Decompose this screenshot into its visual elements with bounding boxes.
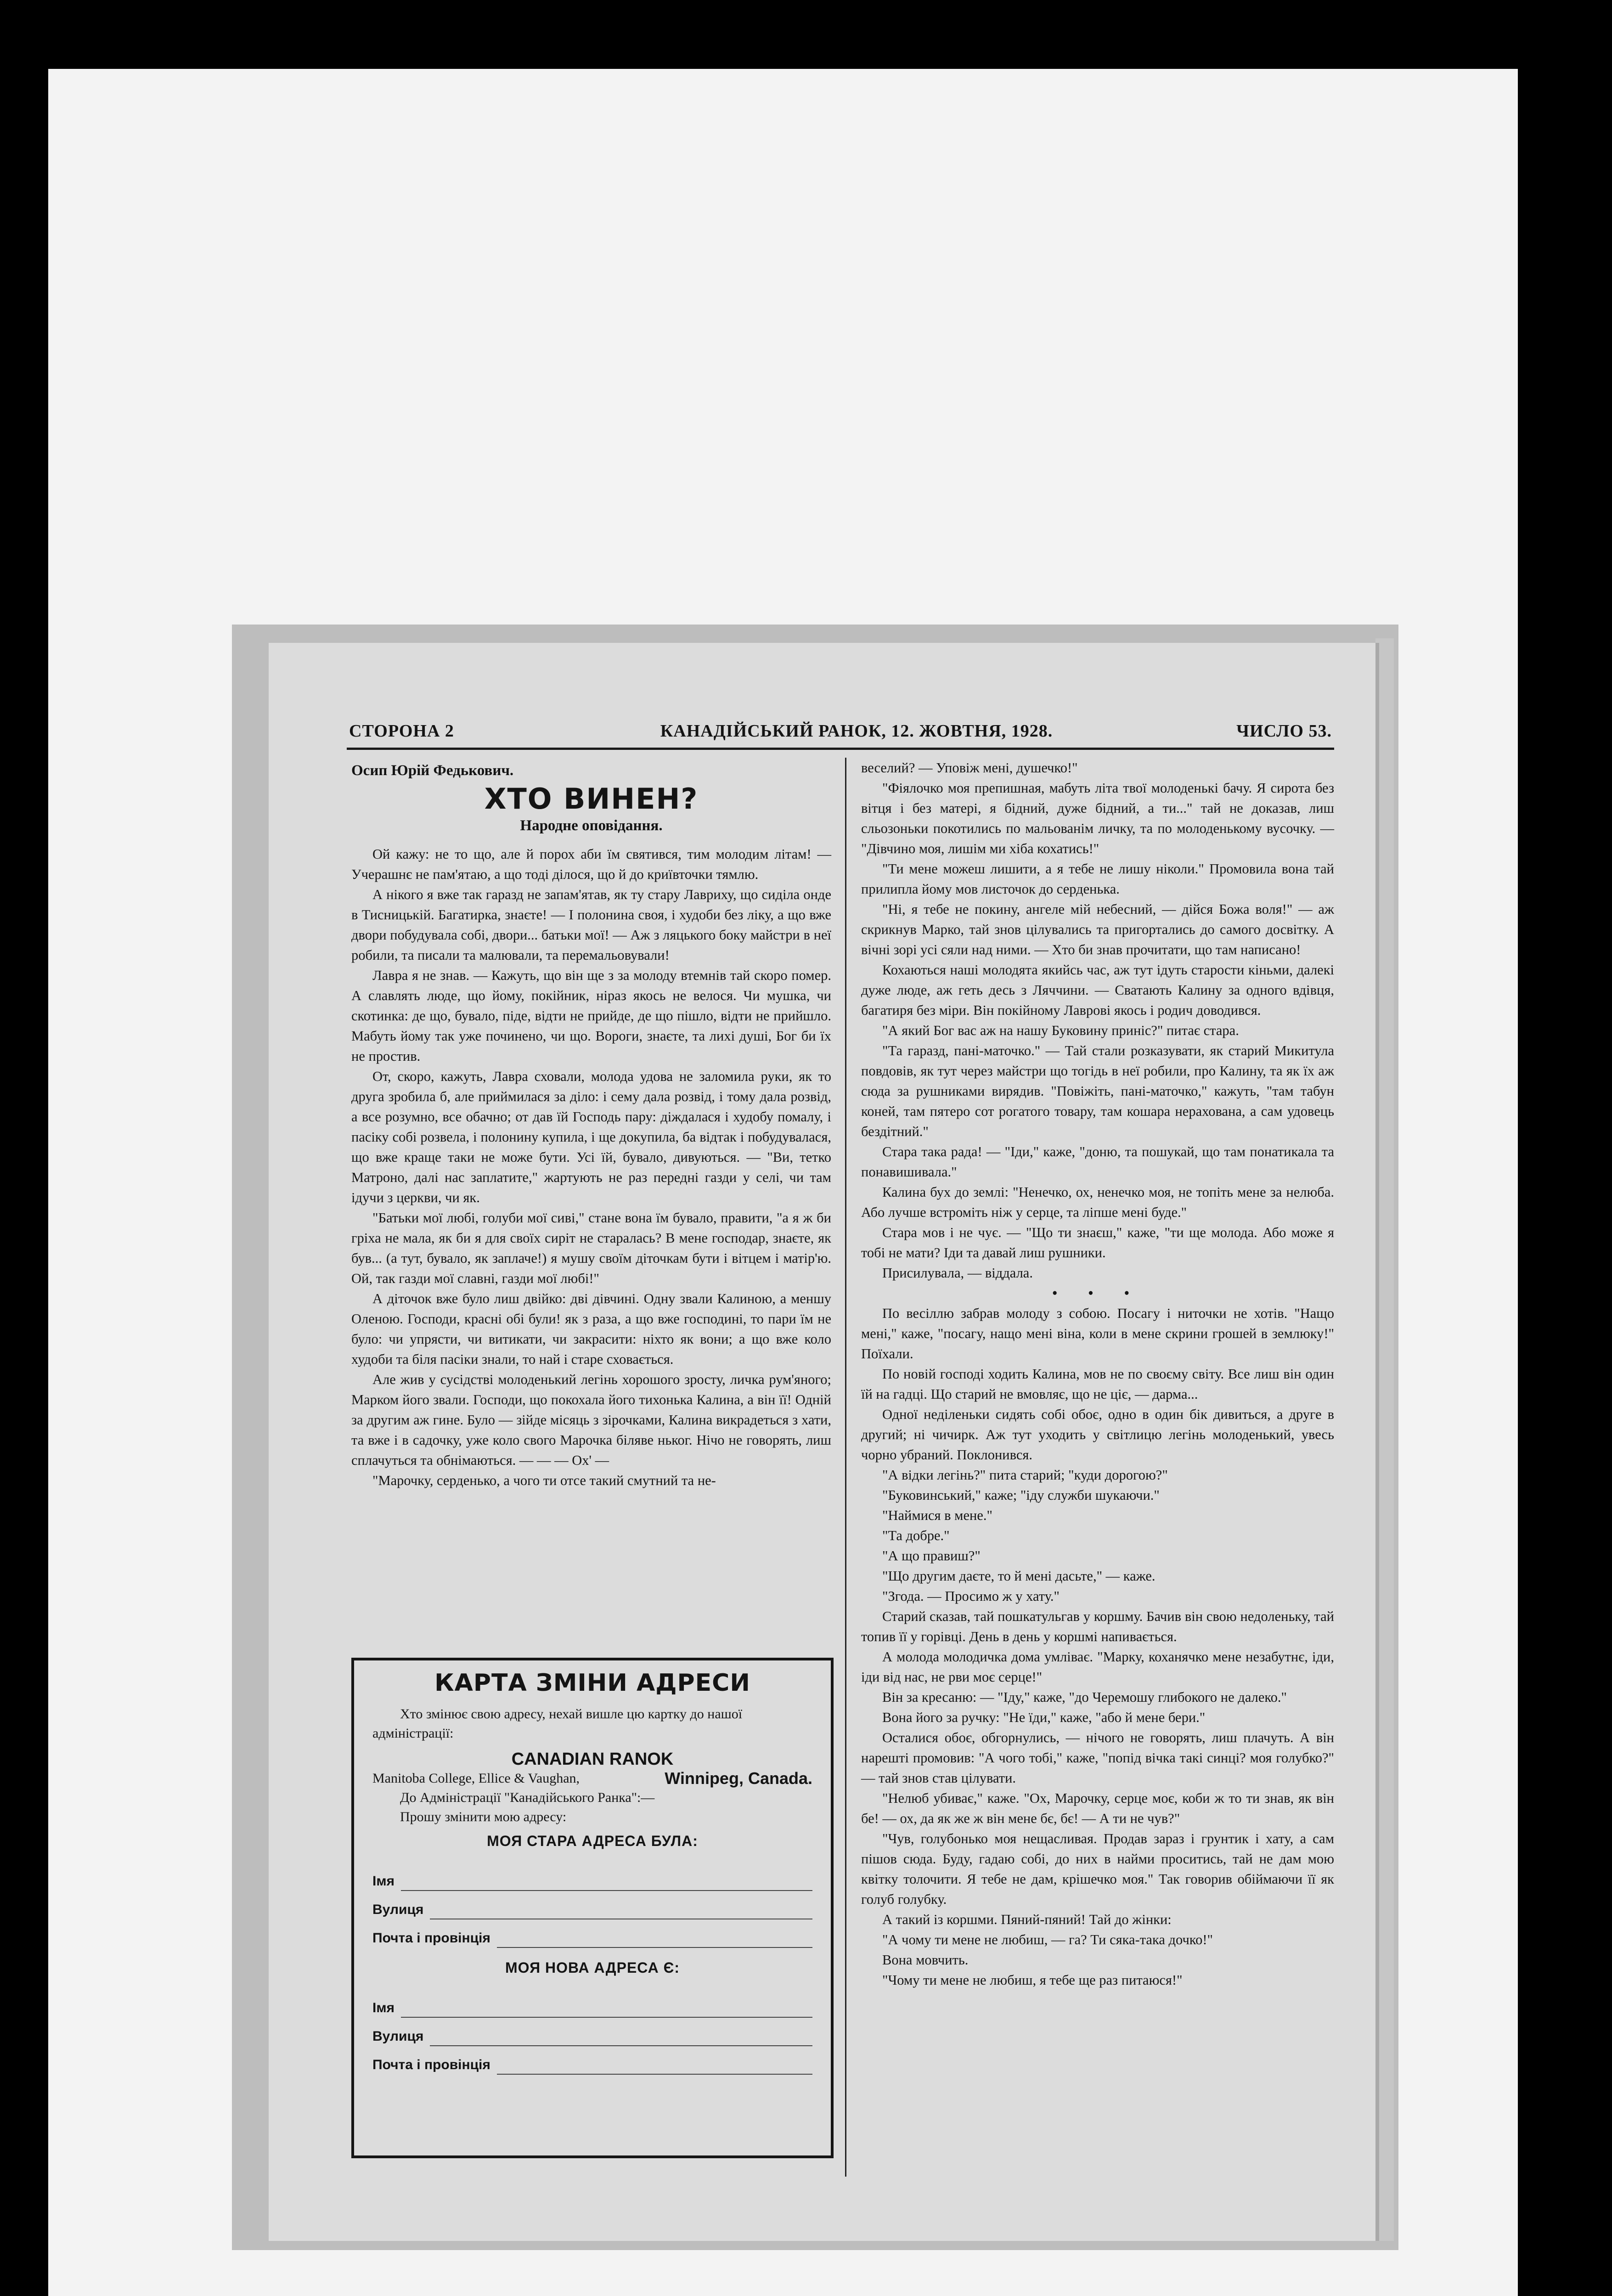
right-paragraph: А такий із коршми. Пяний-пяний! Тай до жінки: xyxy=(882,1912,1172,1927)
page-number: СТОРОНА 2 xyxy=(349,721,454,741)
new-address-heading: МОЯ НОВА АДРЕСА Є: xyxy=(505,1959,680,1976)
right-paragraph: "Наймися в мене." xyxy=(882,1508,992,1523)
old-street-label: Вулиця xyxy=(372,1902,424,1917)
new-street-field[interactable] xyxy=(372,2018,812,2046)
left-paragraph: "Батьки мої любі, голуби мої сиві," стане вона їм бувало, правити, "а я ж би гріха не мала, як би я для своїх сиріт не старалась? В мене господар, знаєте, як був... (а тут, бувало, як заплаче!) я мушу своїм діточкам бути і вітцем і матір'ю. Ой, так газди мої славні, газди мої любі!" xyxy=(351,1210,831,1286)
new-name-label: Імя xyxy=(372,2000,395,2015)
card-intro: Хто змінює свою адресу, нехай вишле цю картку до нашої адміністрації: xyxy=(372,1706,743,1741)
issue-number: ЧИСЛО 53. xyxy=(1236,721,1332,741)
old-street-field[interactable] xyxy=(372,1891,812,1919)
left-column-text xyxy=(351,844,831,1491)
right-paragraph: "А що правиш?" xyxy=(882,1548,981,1564)
masthead: КАНАДІЙСЬКИЙ РАНОК, 12. ЖОВТНЯ, 1928. xyxy=(660,721,1053,741)
right-paragraph: "Що другим даєте, то й мені дасьте," — каже. xyxy=(882,1568,1155,1584)
right-paragraph: "Згода. — Просимо ж у хату." xyxy=(882,1588,1060,1604)
right-column-text xyxy=(861,758,1334,1990)
right-paragraph: Вона його за ручку: "Не їди," каже, "або й мене бери." xyxy=(882,1710,1206,1725)
new-name-line[interactable] xyxy=(401,2003,812,2018)
right-paragraph: "А відки легінь?" пита старий; "куди дорогою?" xyxy=(882,1467,1168,1483)
card-address-row xyxy=(372,1769,812,1788)
right-paragraph: "Ні, я тебе не покину, ангеле мій небесний, — дійся Божа воля!" — аж скрикнув Марко, тай знов цілувались та пригортались до самого досвітку. А вічні зорі усі сяли над ними. — Хто би знав прочитати, що там написано! xyxy=(861,901,1334,957)
right-paragraph: Стара така рада! — "Іди," каже, "доню, та пошукай, що там понатикала та понавишивала." xyxy=(861,1144,1334,1180)
old-street-line[interactable] xyxy=(430,1905,812,1919)
new-street-label: Вулиця xyxy=(372,2029,424,2044)
old-address-heading: МОЯ СТАРА АДРЕСА БУЛА: xyxy=(487,1833,698,1849)
story-title: ХТО ВИНЕН? xyxy=(484,782,699,816)
new-street-line[interactable] xyxy=(430,2032,812,2046)
page-edge xyxy=(1375,638,1394,2241)
right-paragraph: Вона мовчить. xyxy=(882,1952,969,1968)
card-city: Winnipeg, Canada. xyxy=(665,1769,812,1788)
right-paragraph: "Та добре." xyxy=(882,1528,950,1543)
right-paragraph: Калина бух до землі: "Ненечко, ох, ненечко моя, не топіть мене за нелюба. Або лучше встроміть ніж у серце, та ліпше мені буде." xyxy=(861,1184,1334,1220)
card-title: КАРТА ЗМІНИ АДРЕСИ xyxy=(434,1669,750,1697)
card-company: CANADIAN RANOK xyxy=(511,1750,674,1769)
new-name-field[interactable] xyxy=(372,1989,812,2018)
old-post-label: Почта і провінція xyxy=(372,1930,490,1946)
old-post-field[interactable] xyxy=(372,1919,812,1948)
right-paragraph: Присилувала, — віддала. xyxy=(882,1265,1033,1281)
right-paragraph: По новій господі ходить Калина, мов не по своєму світу. Все лиш він один їй на гадці. Що старий не вмовляє, що не ціє, — дарма... xyxy=(861,1366,1334,1402)
old-post-line[interactable] xyxy=(497,1933,812,1948)
card-street: Manitoba College, Ellice & Vaughan, xyxy=(372,1771,580,1786)
right-paragraph: По весіллю забрав молоду з собою. Посагу і ниточки не хотів. "Нащо мені," каже, "посагу, нащо мені віна, коли в мене скрини грошей в землюку!" Поїхали. xyxy=(861,1306,1334,1362)
right-paragraph: А молода молодичка дома умліває. "Марку, коханячко мене незабутнє, іди, іди від нас, не рви моє серце!" xyxy=(861,1649,1334,1685)
newspaper-page xyxy=(269,643,1375,2241)
left-paragraph: Лавра я не знав. — Кажуть, що він ще з за молоду втемнів тай скоро помер. А славлять люде, що йому, покійник, ніраз якось не велося. Чи мушка, чи скотинка: де що, бувало, піде, відти не прийде, де що пішло, відти не прийшло. Мабуть йому так уже починено, чи що. Вороги, знаєте, та лихі душі, Бог би їх не простив. xyxy=(351,968,831,1064)
right-paragraph: Одної неділеньки сидять собі обоє, одно в один бік дивиться, а друге в другий; ні чичирк. Аж тут уходить у світлицю легінь молоденький, увесь чорно убраний. Поклонився. xyxy=(861,1407,1334,1463)
card-to-admin: До Адміністрації "Канадійського Ранка":— xyxy=(400,1790,655,1805)
column-rule xyxy=(845,758,846,2177)
new-post-field[interactable] xyxy=(372,2046,812,2075)
right-paragraph: "Буковинський," каже; "іду служби шукаючи." xyxy=(882,1487,1160,1503)
right-paragraph: "А чому ти мене не любиш, — га? Ти сяка-така дочко!" xyxy=(882,1932,1213,1947)
right-paragraph: "Чув, голубонько моя нещасливая. Продав зараз і грунтик і хату, а сам пішов сюда. Буду, гадаю собі, до них в найми проситись, тай не дам мою квітку толочити. Я тебе не дам, крішечко моя." Так говорив обіймаючи її як голуб голубку. xyxy=(861,1831,1334,1907)
right-paragraph: "Та гаразд, пані-маточко." — Тай стали розказувати, як старий Микитула повдовів, як тут через майстри що тогідь в неї робили, про Калину, та як їх аж сюда за рушниками вирядив. "Повіжіть, пані-маточко," кажуть, "там табун коней, там пятеро сот рогатого товару, там кошара нерахована, а сам удовець бездітний." xyxy=(861,1043,1334,1139)
address-change-card xyxy=(351,1658,834,2158)
new-post-line[interactable] xyxy=(497,2060,812,2075)
left-paragraph: От, скоро, кажуть, Лавра сховали, молода удова не заломила руки, як то друга зробила б, але приймилася за діло: і сему дала розвід, і тому дала розвід, а все розумно, все обачно; от дав їй Господь пару: діждалася і худобу помалу, і пасіку собі розвела, і полонину купила, і ще докупила, ба відтак і побудувалася, що вже краще таки не може бути. Усі їй, бувало, дивуються. — "Ви, тетко Матроно, далі нас заплатите," жартують не раз передні газди у селі, чи там ідучи з церкви, чи як. xyxy=(351,1069,831,1205)
header-rule xyxy=(347,748,1334,750)
left-paragraph: Ой кажу: не то що, але й порох аби їм святився, тим молодим літам! — Учерашнє не пам'ятаю, а що тоді ділося, що й до криївточки тямлю. xyxy=(351,846,831,882)
old-name-label: Імя xyxy=(372,1874,395,1889)
right-paragraph: Осталися обоє, обгорнулись, — нічого не говорять, лиш плачуть. А він нарешті промовив: "А чого тобі," каже, "попід вічка такі синці? моя голубко?" — тай знов став цілувати. xyxy=(861,1730,1334,1786)
right-paragraph: Старий сказав, тай пошкатульгав у коршму. Бачив він свою недоленьку, тай топив її у горівці. День в день у коршмі напивається. xyxy=(861,1609,1334,1644)
right-paragraph: "Нелюб убиває," каже. "Ох, Марочку, серце моє, коби ж то ти знав, як він бе! — ох, да як же ж він мене бє, бє! — А ти не чув?" xyxy=(861,1790,1334,1826)
old-name-field[interactable] xyxy=(372,1863,812,1891)
left-paragraph: Але жив у сусідстві молоденький легінь хорошого зросту, личка рум'яного; Марком його звали. Господи, що покохала його тихонька Калина, а він її! Одній за другим аж гине. Було — зійде місяць з зірочками, Калина викрадеться з хати, та вже і в садочку, уже коло свого Марочка біляве ньког. Нічо не говорять, лиш сплачуться та обнімаються. — — — Ох' — xyxy=(351,1372,831,1468)
left-column xyxy=(351,758,831,1491)
right-column xyxy=(861,758,1334,1990)
right-paragraph: веселий? — Уповіж мені, душечко!" xyxy=(861,760,1078,776)
card-request: Прошу змінити мою адресу: xyxy=(400,1809,567,1824)
story-author: Осип Юрій Федькович. xyxy=(351,762,514,779)
left-paragraph: А нікого я вже так гаразд не запам'ятав, як ту стару Лавриху, що сиділа онде в Тисницькій. Багатирка, знаєте! — І полонина своя, і худоби без ліку, а що вже двори побудувала собі, двори... батьки мої! — Аж з ляцького боку майстри в неї робили, та писали та малювали, та перемальовували! xyxy=(351,887,831,963)
new-post-label: Почта і провінція xyxy=(372,2057,490,2072)
left-paragraph: А діточок вже було лиш двійко: дві дівчині. Одну звали Калиною, а меншу Оленою. Господи, красні обі були! як з раза, а що вже господині, то пари їм не було: чи упрясти, чи витикати, чи закрасити: ніхто як вони; а що вже коло худоби та біля пасіки знали, то най і старе сховається. xyxy=(351,1291,831,1367)
right-paragraph: Стара мов і не чує. — "Що ти знаєш," каже, "ти ще молода. Або може я тобі не мати? Іди та давай лиш рушники. xyxy=(861,1225,1334,1261)
section-separator: • • • xyxy=(1052,1285,1143,1301)
story-subtitle: Народне оповідання. xyxy=(520,817,663,834)
right-paragraph: "Фіялочко моя препишная, мабуть літа твої молоденькі бачу. Я сирота без вітця і без матері, я бідний, дуже бідний, а ти..." тай не доказав, лиш сльозоньки покотились по мальованім личку, та по молоденькому вусочку. — "Дівчино моя, лишім ми хіба кохатись!" xyxy=(861,780,1334,856)
right-paragraph: "Ти мене можеш лишити, а я тебе не лишу ніколи." Промовила вона тай прилипла йому мов листочок до серденька. xyxy=(861,861,1334,897)
right-paragraph: Кохаються наші молодята якийсь час, аж тут ідуть старости кіньми, далекі дуже люде, аж геть десь з Ляччини. — Сватають Калину за одного вдівця, багатиря без міри. Він покійному Лаврові якось і родич доводився. xyxy=(861,962,1334,1018)
left-paragraph: "Марочку, серденько, а чого ти отсе такий смутний та не- xyxy=(372,1473,716,1488)
card-body xyxy=(372,1705,812,2075)
right-paragraph: "Чому ти мене не любиш, я тебе ще раз питаюся!" xyxy=(882,1972,1183,1988)
old-name-line[interactable] xyxy=(401,1876,812,1891)
right-paragraph: Він за кресаню: — "Іду," каже, "до Черемошу глибокого не далеко." xyxy=(882,1689,1287,1705)
right-paragraph: "А який Бог вас аж на нашу Буковину приніс?" питає стара. xyxy=(882,1023,1239,1038)
